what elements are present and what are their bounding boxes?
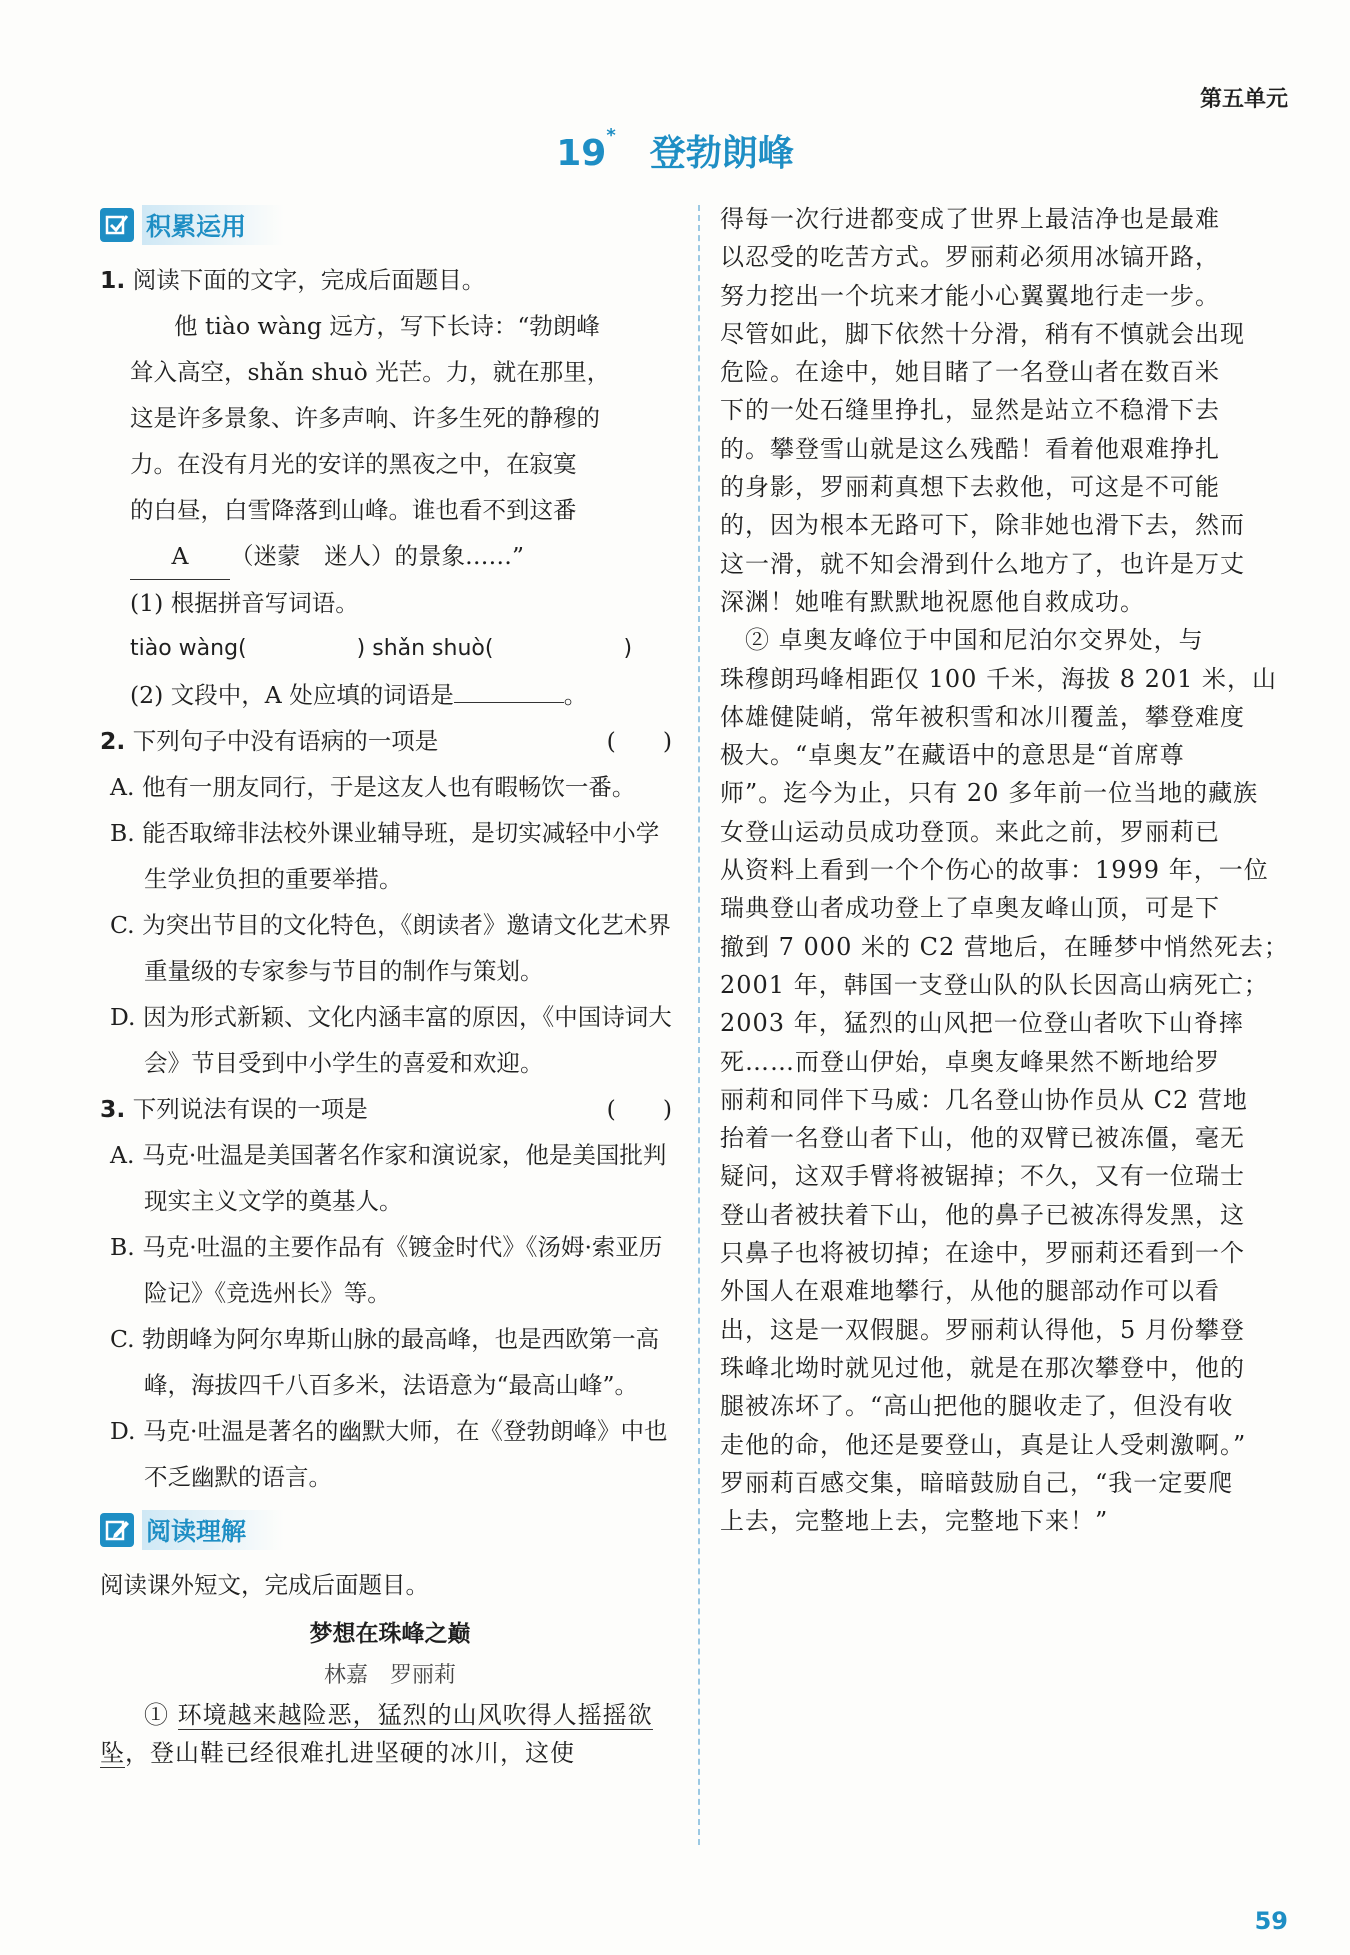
article-line: 丽莉和同伴下马威：几名登山协作员从 C2 营地 <box>720 1085 1248 1114</box>
article-line: 登山者被扶着下山，他的鼻子已被冻得发黑，这 <box>720 1200 1245 1229</box>
option: D. 马克·吐温是著名的幽默大师，在《登勃朗峰》中也不乏幽默的语言。 <box>110 1417 668 1491</box>
article-line: 的，因为根本无路可下，除非她也滑下去，然而 <box>720 511 1245 540</box>
article-line: 的。攀登雪山就是这么残酷！看着他艰难挣扎 <box>720 434 1220 463</box>
lesson-number: 19 <box>556 133 607 174</box>
passage-line: 他 tiào wàng 远方，写下长诗：“勃朗峰 <box>174 312 600 340</box>
left-column <box>100 205 680 1772</box>
passage-line: 的白昼，白雪降落到山峰。谁也看不到这番 <box>130 496 577 524</box>
option: C. 为突出节目的文化特色，《朗读者》邀请文化艺术界重量级的专家参与节目的制作与策划。 <box>110 911 671 985</box>
article-line: 下的一处石缝里挣扎，显然是站立不稳滑下去 <box>720 396 1220 425</box>
option: C. 勃朗峰为阿尔卑斯山脉的最高峰，也是西欧第一高峰，海拔四千八百多米，法语意为“最高山峰”。 <box>110 1325 660 1399</box>
lesson-name: 登勃朗峰 <box>649 133 794 174</box>
article-line: 师”。迄今为止，只有 20 多年前一位当地的藏族 <box>720 779 1259 808</box>
article-line: 体雄健陡峭，常年被积雪和冰川覆盖，攀登难度 <box>720 702 1245 731</box>
article-line: 撤到 7 000 米的 C2 营地后，在睡梦中悄然死去； <box>720 932 1289 961</box>
article-line: 这一滑，就不知会滑到什么地方了，也许是万丈 <box>720 549 1245 578</box>
option: A. 马克·吐温是美国著名作家和演说家，他是美国批判现实主义文学的奠基人。 <box>110 1141 667 1215</box>
answer-paren[interactable]: ( ) <box>606 727 672 755</box>
question-stem: 阅读下面的文字，完成后面题目。 <box>132 266 486 294</box>
question-stem: 下列说法有误的一项是 <box>132 1095 368 1123</box>
right-column <box>720 200 1290 1540</box>
article-line: 从资料上看到一个个伤心的故事：1999 年，一位 <box>720 856 1269 885</box>
article-line: 抬着一名登山者下山，他的双臂已被冻僵，毫无 <box>720 1124 1245 1153</box>
article-line: 的身影，罗丽莉真想下去救他，可这是不可能 <box>720 473 1220 502</box>
section-label: 积累运用 <box>142 205 284 245</box>
reading-intro: 阅读课外短文，完成后面题目。 <box>100 1571 429 1599</box>
pinyin-1: tiào wàng( <box>130 636 247 661</box>
article-line: 出，这是一双假腿。罗丽莉认得他，5 月份攀登 <box>720 1315 1245 1344</box>
article-line: 疑问，这双手臂将被锯掉；不久，又有一位瑞士 <box>720 1162 1245 1191</box>
section-header-reading <box>100 1510 680 1550</box>
article-line: 极大。“卓奥友”在藏语中的意思是“首席尊 <box>720 741 1185 770</box>
article-line: 深渊！她唯有默默地祝愿他自救成功。 <box>720 587 1145 616</box>
lesson-title <box>0 125 1350 176</box>
lesson-mark: * <box>606 125 616 146</box>
option: B. 马克·吐温的主要作品有《镀金时代》《汤姆·索亚历险记》《竞选州长》等。 <box>110 1233 663 1307</box>
question-number: 3. <box>100 1095 126 1123</box>
article-line: 珠峰北坳时就见过他，就是在那次攀登中，他的 <box>720 1353 1245 1382</box>
option: A. 他有一朋友同行，于是这友人也有暇畅饮一番。 <box>110 773 636 801</box>
article-line: 走他的命，他还是要登山，真是让人受刺激啊。” <box>720 1430 1247 1459</box>
article-line: 尽管如此，脚下依然十分滑，稍有不慎就会出现 <box>720 319 1245 348</box>
article-line: 以忍受的吃苦方式。罗丽莉必须用冰镐开路， <box>720 243 1220 272</box>
passage-line: 这是许多景象、许多声响、许多生死的静穆的 <box>130 404 600 432</box>
article-line: 只鼻子也将被切掉；在途中，罗丽莉还看到一个 <box>720 1239 1245 1268</box>
underlined-sentence: 环境越来越险恶，猛烈的山风吹得人摇摇欲坠 <box>100 1701 653 1767</box>
passage-line: （迷蒙 迷人）的景象……” <box>230 542 525 570</box>
pinyin-2: shǎn shuò( <box>372 636 494 661</box>
question-2 <box>100 718 680 1086</box>
page-number: 59 <box>1254 1907 1288 1935</box>
answer-blank[interactable] <box>454 702 564 703</box>
option: D. 因为形式新颖、文化内涵丰富的原因，《中国诗词大会》节目受到中小学生的喜爱和欢迎。 <box>110 1003 672 1077</box>
article-line: 得每一次行进都变成了世界上最洁净也是最难 <box>720 205 1220 233</box>
question-1 <box>100 257 680 718</box>
passage-line: 力。在没有月光的安详的黑夜之中，在寂寞 <box>130 450 577 478</box>
checkbox-icon <box>100 208 134 242</box>
passage-line: 耸入高空，shǎn shuò 光芒。力，就在那里， <box>130 358 611 386</box>
sub-question-2: (2) 文段中，A 处应填的词语是 。 <box>130 681 588 709</box>
question-number: 2. <box>100 727 126 755</box>
article-line: 女登山运动员成功登顶。来此之前，罗丽莉已 <box>720 817 1220 846</box>
section-header-accumulation <box>100 205 680 245</box>
article-line: 2001 年，韩国一支登山队的队长因高山病死亡； <box>720 970 1269 999</box>
article-line: 珠穆朗玛峰相距仅 100 千米，海拔 8 201 米，山 <box>720 664 1278 693</box>
article-line: 腿被冻坏了。“高山把他的腿收走了，但没有收 <box>720 1392 1234 1421</box>
answer-paren[interactable]: ( ) <box>606 1095 672 1123</box>
article-paragraph-1: ① 环境越来越险恶，猛烈的山风吹得人摇摇欲坠，登山鞋已经很难扎进坚硬的冰川，这使 <box>100 1701 653 1767</box>
article-line: 危险。在途中，她目睹了一名登山者在数百米 <box>720 358 1220 387</box>
article-line: 罗丽莉百感交集，暗暗鼓励自己，“我一定要爬 <box>720 1468 1234 1497</box>
article-title: 梦想在珠峰之巅 <box>309 1621 471 1647</box>
question-stem: 下列句子中没有语病的一项是 <box>132 727 439 755</box>
question-3 <box>100 1086 680 1500</box>
pinyin-row: tiào wàng( ) shǎn shuò( ) <box>130 636 633 661</box>
article-line: 努力挖出一个坑来才能小心翼翼地行走一步。 <box>720 281 1220 310</box>
blank-a[interactable]: A <box>130 533 230 580</box>
pen-icon <box>100 1513 134 1547</box>
article-author: 林嘉 罗丽莉 <box>323 1663 456 1688</box>
article-line: 上去，完整地上去，完整地下来！” <box>720 1507 1109 1536</box>
section-label: 阅读理解 <box>142 1510 284 1550</box>
article-line: 瑞典登山者成功登上了卓奥友峰山顶，可是下 <box>720 894 1220 923</box>
article-line: 死……而登山伊始，卓奥友峰果然不断地给罗 <box>720 1047 1220 1076</box>
sub-question-1: (1) 根据拼音写词语。 <box>130 589 359 617</box>
article-line: 外国人在艰难地攀行，从他的腿部动作可以看 <box>720 1277 1220 1306</box>
unit-label: 第五单元 <box>1199 87 1288 112</box>
option: B. 能否取缔非法校外课业辅导班，是切实减轻中小学生学业负担的重要举措。 <box>110 819 660 893</box>
article-line: 2003 年，猛烈的山风把一位登山者吹下山脊摔 <box>720 1009 1244 1038</box>
question-number: 1. <box>100 266 126 294</box>
column-divider <box>698 205 700 1845</box>
article-line: ② 卓奥友峰位于中国和尼泊尔交界处，与 <box>720 626 1204 655</box>
